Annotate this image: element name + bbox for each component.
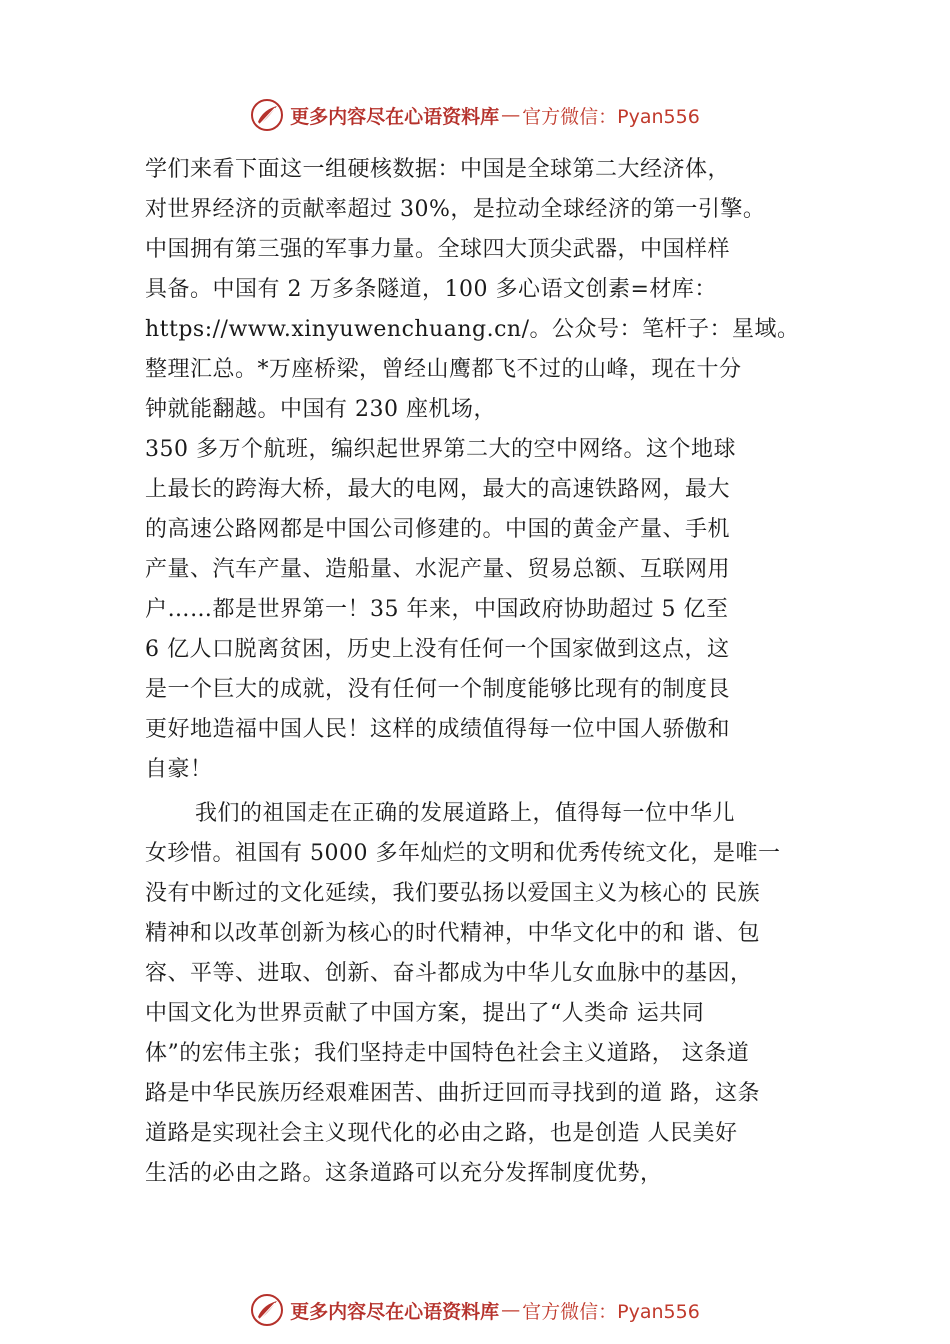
text-line: 生活的必由之路。这条道路可以充分发挥制度优势，: [145, 1161, 663, 1186]
text-line: 体”的宏伟主张；我们坚持走中国特色社会主义道路， 这条道: [145, 1041, 750, 1066]
header-separator: —: [501, 104, 521, 126]
text-line: 更好地造福中国人民！这样的成绩值得每一位中国人骄傲和: [145, 717, 731, 742]
text-line: 中国文化为世界贡献了中国方案，提出了“人类命 运共同: [145, 1001, 705, 1026]
text-line: 精神和以改革创新为核心的时代精神，中华文化中的和 谐、包: [145, 921, 760, 946]
text-line: 女珍惜。祖国有 5000 多年灿烂的文明和优秀传统文化，是唯一: [145, 841, 781, 866]
text-line: 350 多万个航班，编织起世界第二大的空中网络。这个地球: [145, 437, 736, 462]
text-line: 学们来看下面这一组硬核数据：中国是全球第二大经济体，: [145, 157, 731, 182]
document-body: [145, 150, 835, 1194]
footer-contact: 官方微信：Pyan556: [522, 1300, 700, 1323]
brand-logo-icon: [250, 1293, 284, 1327]
text-line: 6 亿人口脱离贫困，历史上没有任何一个国家做到这点，这: [145, 637, 730, 662]
text-line: 的高速公路网都是中国公司修建的。中国的黄金产量、手机: [145, 517, 731, 542]
text-line: 对世界经济的贡献率超过 30%，是拉动全球经济的第一引擎。: [145, 197, 766, 222]
footer-banner-text: 更多内容尽在心语资料库: [290, 1300, 500, 1323]
text-line: 整理汇总。*万座桥梁，曾经山鹰都飞不过的山峰，现在十分: [145, 357, 742, 382]
header-contact: 官方微信：Pyan556: [522, 105, 700, 128]
text-line: https://www.xinyuwenchuang.cn/。公众号：笔杆子：星域。: [145, 317, 800, 342]
footer-banner: [0, 1290, 950, 1330]
text-line: 道路是实现社会主义现代化的必由之路，也是创造 人民美好: [145, 1121, 738, 1146]
text-line: 是一个巨大的成就，没有任何一个制度能够比现有的制度艮: [145, 677, 731, 702]
text-line: 产量、汽车产量、造船量、水泥产量、贸易总额、互联网用: [145, 557, 731, 582]
text-line: 没有中断过的文化延续，我们要弘扬以爱国主义为核心的 民族: [145, 881, 760, 906]
text-line: 容、平等、进取、创新、奋斗都成为中华儿女血脉中的基因，: [145, 961, 753, 986]
text-line: 上最长的跨海大桥，最大的电网，最大的高速铁路网，最大: [145, 477, 731, 502]
text-line: 自豪！: [145, 757, 213, 782]
text-line: 钟就能翻越。中国有 230 座机场，: [145, 397, 496, 422]
header-banner-text: 更多内容尽在心语资料库: [290, 105, 500, 128]
header-banner: [0, 95, 950, 135]
text-line: 中国拥有第三强的军事力量。全球四大顶尖武器，中国样样: [145, 237, 731, 262]
paragraph-start-line: 我们的祖国走在正确的发展道路上，值得每一位中华儿: [195, 801, 736, 826]
brand-logo-icon: [250, 98, 284, 132]
text-line: 户……都是世界第一！35 年来，中国政府协助超过 5 亿至: [145, 597, 729, 622]
text-line: 具备。中国有 2 万多条隧道，100 多心语文创素=材库：: [145, 277, 717, 302]
footer-separator: —: [501, 1299, 521, 1321]
text-line: 路是中华民族历经艰难困苦、曲折迂回而寻找到的道 路，这条: [145, 1081, 760, 1106]
